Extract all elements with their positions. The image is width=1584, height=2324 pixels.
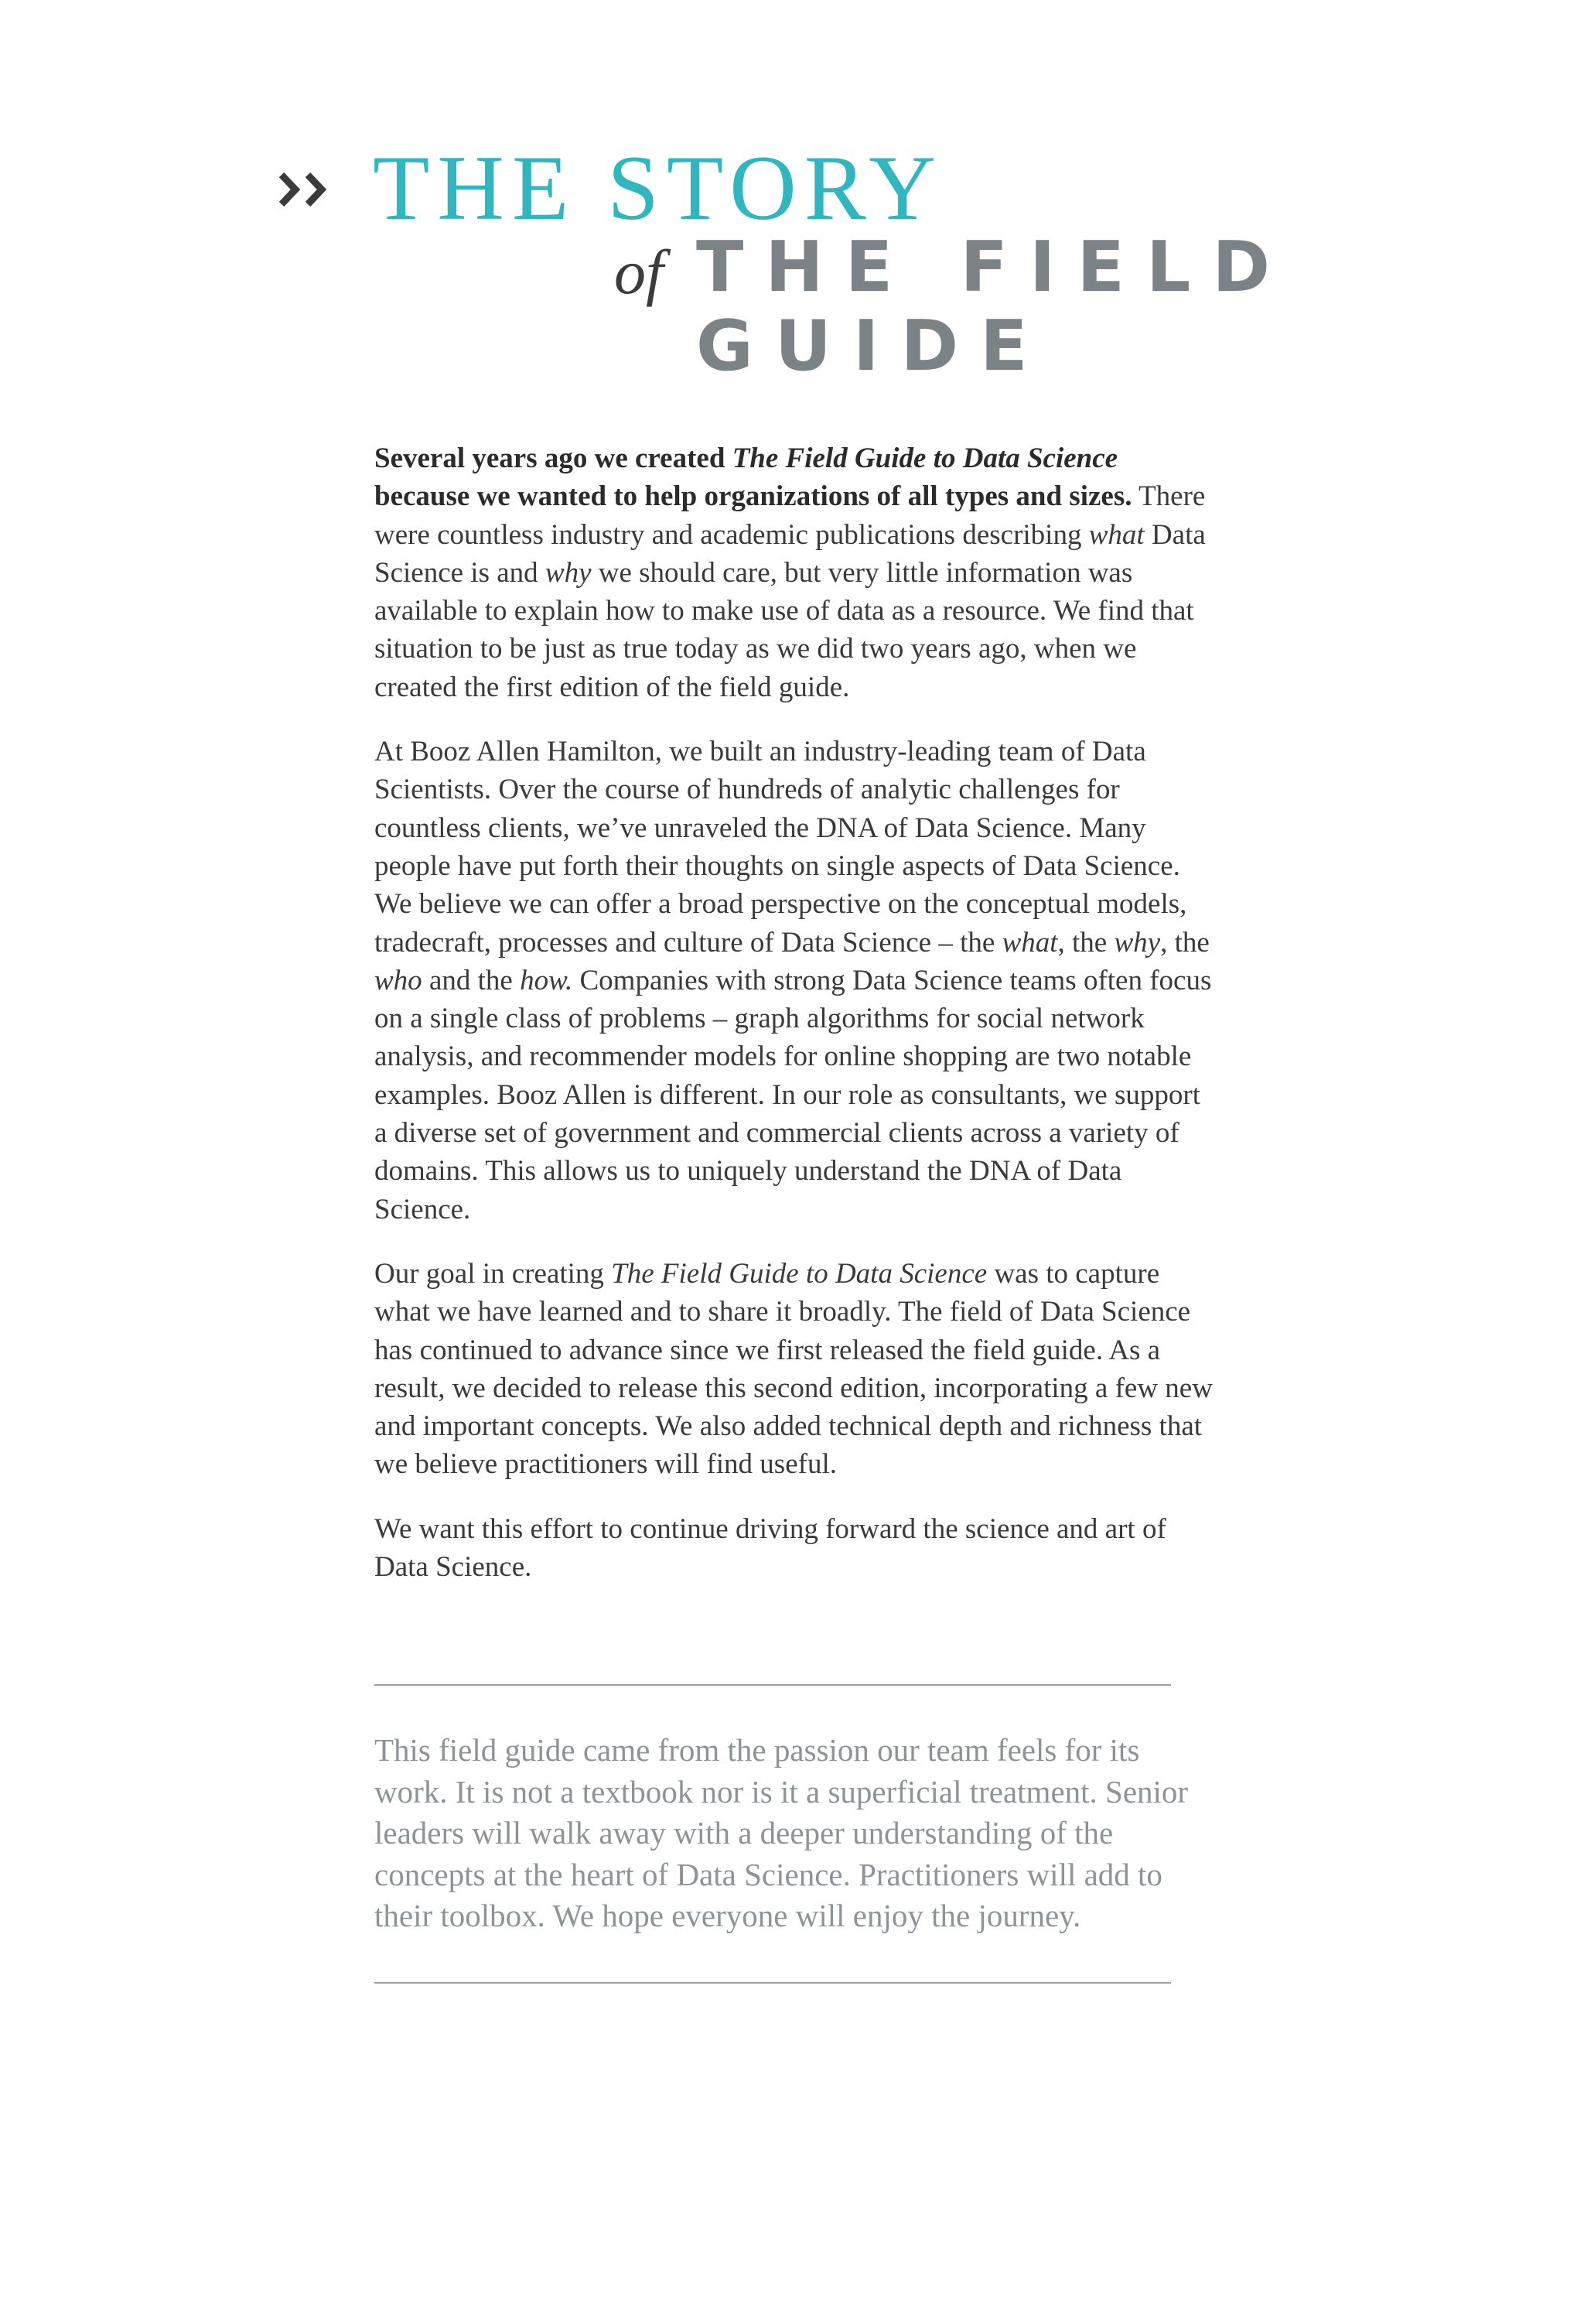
title-guide: GUIDE: [696, 306, 1050, 387]
title-the-field: THE FIELD: [696, 227, 1292, 308]
divider-bottom: [374, 1982, 1171, 1984]
body-column: [374, 439, 1219, 1612]
pull-quote: This field guide came from the passion our team feels for its work. It is not a textbook nor is it a superficial treatment. Senior leaders will walk away with a deeper understanding of the concepts at the heart of Data Science. Practitioners will add to their toolbox. We hope everyone will enjoy the journey.: [374, 1732, 1189, 1933]
paragraph-1: Several years ago we created The Field Guide to Data Science because we wanted to help organizations of all types and sizes. There were countless industry and academic publications describing what Data Science is and why we should care, but very little information was available to explain how to make use of data as a resource. We find that situation to be just as true today as we did two years ago, when we created the first edition of the field guide.: [374, 443, 1206, 703]
divider-top: [374, 1684, 1171, 1686]
title-of: of: [614, 237, 664, 307]
book-title: The Field Guide to Data Science: [732, 443, 1118, 474]
double-chevron-right-icon: [278, 172, 340, 207]
paragraph-2: At Booz Allen Hamilton, we built an industry-leading team of Data Scientists. Over the course of hundreds of analytic challenges for countless clients, we’ve unraveled the DNA of Data Science. Many people have put forth their thoughts on single aspects of Data Science. We believe we can offer a broad perspective on the conceptual models, tradecraft, processes and culture of Data Science – the what, the why, the who and the how. Companies with strong Data Science teams often focus on a single class of problems – graph algorithms for social network analysis, and recommender models for online shopping are two notable examples. Booz Allen is different. In our role as consultants, we support a diverse set of government and commercial clients across a variety of domains. This allows us to uniquely understand the DNA of Data Science.: [374, 736, 1212, 1225]
lead-sentence: Several years ago we created The Field Guide to Data Science because we wanted to help organizations of all types and sizes.: [374, 443, 1132, 513]
paragraph-4: We want this effort to continue driving forward the science and art of Data Science.: [374, 1512, 1166, 1584]
book-title: The Field Guide to Data Science: [611, 1257, 988, 1290]
paragraph-3: Our goal in creating The Field Guide to Data Science was to capture what we have learned and to share it broadly. The field of Data Science has continued to advance since we first released the field guide. As a result, we decided to release this second edition, incorporating a few new and important concepts. We also added technical depth and richness that we believe practitioners will find useful.: [374, 1257, 1213, 1481]
title-the-story: THE STORY: [373, 136, 944, 239]
